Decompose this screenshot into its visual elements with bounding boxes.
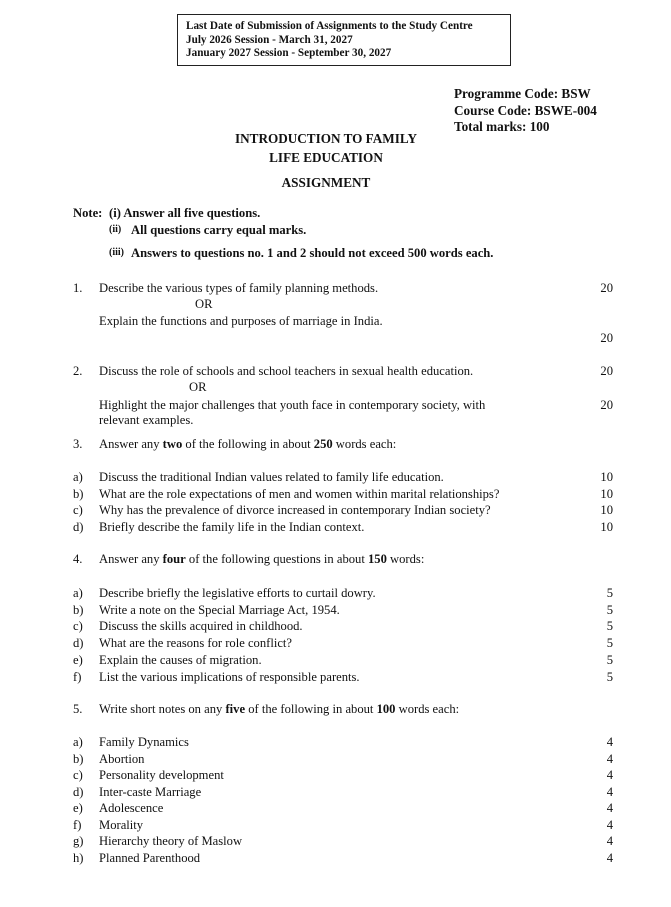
list-item-marks: 4 (606, 817, 613, 832)
list-item-text: Discuss the traditional Indian values related to family life education. (99, 470, 444, 484)
q3-instruction-text-3: words each: (332, 437, 397, 451)
q1-option-b: Explain the functions and purposes of marriage in India. (99, 314, 383, 328)
list-item-text: List the various implications of responsible parents. (99, 669, 360, 684)
q3-instruction-text: Answer any (99, 437, 163, 451)
list-item-text: Explain the causes of migration. (99, 652, 262, 667)
q2-option-b-line2: relevant examples. (99, 413, 194, 427)
q5-instruction-text: Write short notes on any (99, 702, 226, 716)
q4-instruction (99, 552, 424, 567)
list-item-marks: 5 (606, 586, 613, 600)
list-item-letter: c) (73, 768, 83, 782)
list-item-letter: b) (73, 751, 84, 766)
list-item-marks: 4 (606, 768, 613, 782)
list-item-letter: b) (73, 602, 84, 617)
q3-count: two (162, 437, 183, 451)
list-item-text: Morality (99, 817, 144, 832)
q5-instruction-text-2: of the following in about (245, 702, 377, 716)
q1-or: OR (195, 297, 213, 311)
list-item-letter: f) (73, 669, 82, 684)
submission-deadline-box (177, 14, 511, 66)
list-item-letter: g) (73, 834, 84, 848)
q5-number: 5. (73, 702, 83, 716)
list-item-text: Inter-caste Marriage (99, 784, 202, 799)
note-item-3-number: (iii) (109, 247, 124, 258)
note-item-1: (i) Answer all five questions. (109, 206, 261, 220)
list-item-marks: 5 (606, 636, 613, 651)
list-item-letter: e) (73, 801, 83, 815)
list-item-marks: 10 (600, 520, 613, 535)
q2-option-b-line1: Highlight the major challenges that youth face in contemporary society, with (99, 398, 486, 412)
list-item-text: Abortion (99, 751, 145, 766)
deadline-heading: Last Date of Submission of Assignments to the Study Centre (186, 20, 473, 32)
list-item-text: What are the reasons for role conflict? (99, 636, 293, 651)
list-item-letter: a) (73, 470, 83, 484)
list-item-marks: 4 (606, 784, 613, 799)
list-item-marks: 4 (606, 834, 613, 848)
q5-instruction-text-3: words each: (395, 702, 460, 716)
note-label: Note: (73, 206, 103, 220)
list-item-marks: 4 (606, 751, 613, 766)
list-item-marks: 10 (600, 486, 613, 501)
course-title-line2: LIFE EDUCATION (269, 150, 383, 165)
q2-option-a-marks: 20 (600, 364, 613, 378)
assignment-heading: ASSIGNMENT (281, 175, 371, 190)
q3-instruction (99, 437, 396, 452)
list-item-letter: e) (73, 652, 83, 667)
list-item-letter: c) (73, 619, 83, 634)
q2-or: OR (189, 380, 207, 394)
q3-number: 3. (73, 437, 83, 451)
list-item-letter: d) (73, 784, 84, 799)
course-codes (454, 86, 597, 136)
q1-option-b-marks: 20 (600, 331, 613, 345)
list-item-text: Describe briefly the legislative efforts to curtail dowry. (99, 586, 376, 600)
programme-code: Programme Code: BSW (454, 86, 591, 101)
list-item-letter: d) (73, 520, 84, 535)
list-item-letter: a) (73, 586, 83, 600)
list-item-letter: d) (73, 636, 84, 651)
list-item-text: Personality development (99, 768, 224, 782)
deadline-july-session: July 2026 Session - March 31, 2027 (186, 33, 353, 46)
note-item-2: All questions carry equal marks. (131, 223, 307, 237)
list-item-marks: 10 (600, 503, 613, 518)
list-item-text: Adolescence (99, 801, 164, 815)
deadline-january-session: January 2027 Session - September 30, 2027 (186, 47, 392, 59)
list-item-letter: b) (73, 486, 84, 501)
list-item-text: Briefly describe the family life in the Indian context. (99, 520, 365, 535)
q2-option-a: Discuss the role of schools and school teachers in sexual health education. (99, 364, 474, 378)
list-item-marks: 5 (606, 619, 613, 634)
q4-instruction-text-3: words: (386, 552, 425, 566)
q4-instruction-text-2: of the following questions in about (185, 552, 368, 566)
q5-count: five (225, 702, 246, 716)
list-item-letter: a) (73, 735, 83, 749)
total-marks: Total marks: 100 (454, 119, 550, 134)
list-item-text: Family Dynamics (99, 735, 189, 749)
course-code: Course Code: BSWE-004 (454, 102, 597, 118)
q2-option-b-marks: 20 (600, 398, 613, 412)
course-title-line1: INTRODUCTION TO FAMILY (235, 131, 417, 146)
q1-option-a-marks: 20 (600, 281, 613, 295)
list-item-text: Why has the prevalence of divorce increased in contemporary Indian society? (99, 503, 491, 518)
list-item-marks: 5 (606, 652, 613, 667)
list-item-marks: 4 (606, 801, 613, 815)
q4-count: four (162, 552, 186, 566)
list-item-letter: c) (73, 503, 83, 518)
q4-number: 4. (73, 552, 83, 566)
q5-instruction (99, 702, 459, 717)
list-item-marks: 5 (606, 669, 613, 684)
q1-option-a: Describe the various types of family planning methods. (99, 281, 379, 295)
q1-number: 1. (73, 281, 83, 295)
list-item-text: Discuss the skills acquired in childhood. (99, 619, 303, 634)
list-item-marks: 10 (600, 470, 613, 484)
list-item-marks: 4 (606, 850, 613, 865)
note-item-2-number: (ii) (109, 224, 122, 235)
q2-number: 2. (73, 364, 83, 378)
list-item-marks: 4 (606, 735, 613, 749)
q4-word-limit: 150 (368, 552, 387, 566)
list-item-text: What are the role expectations of men and women within marital relationships? (99, 486, 500, 501)
list-item-text: Planned Parenthood (99, 850, 201, 865)
q3-instruction-text-2: of the following in about (182, 437, 314, 451)
list-item-text: Hierarchy theory of Maslow (99, 834, 243, 848)
q3-word-limit: 250 (313, 437, 333, 451)
list-item-marks: 5 (606, 602, 613, 617)
list-item-letter: f) (73, 817, 82, 832)
list-item-text: Write a note on the Special Marriage Act, 1954. (99, 602, 340, 617)
q5-word-limit: 100 (376, 702, 396, 716)
list-item-letter: h) (73, 850, 84, 865)
q4-instruction-text: Answer any (99, 552, 163, 566)
note-item-3: Answers to questions no. 1 and 2 should not exceed 500 words each. (131, 246, 494, 260)
